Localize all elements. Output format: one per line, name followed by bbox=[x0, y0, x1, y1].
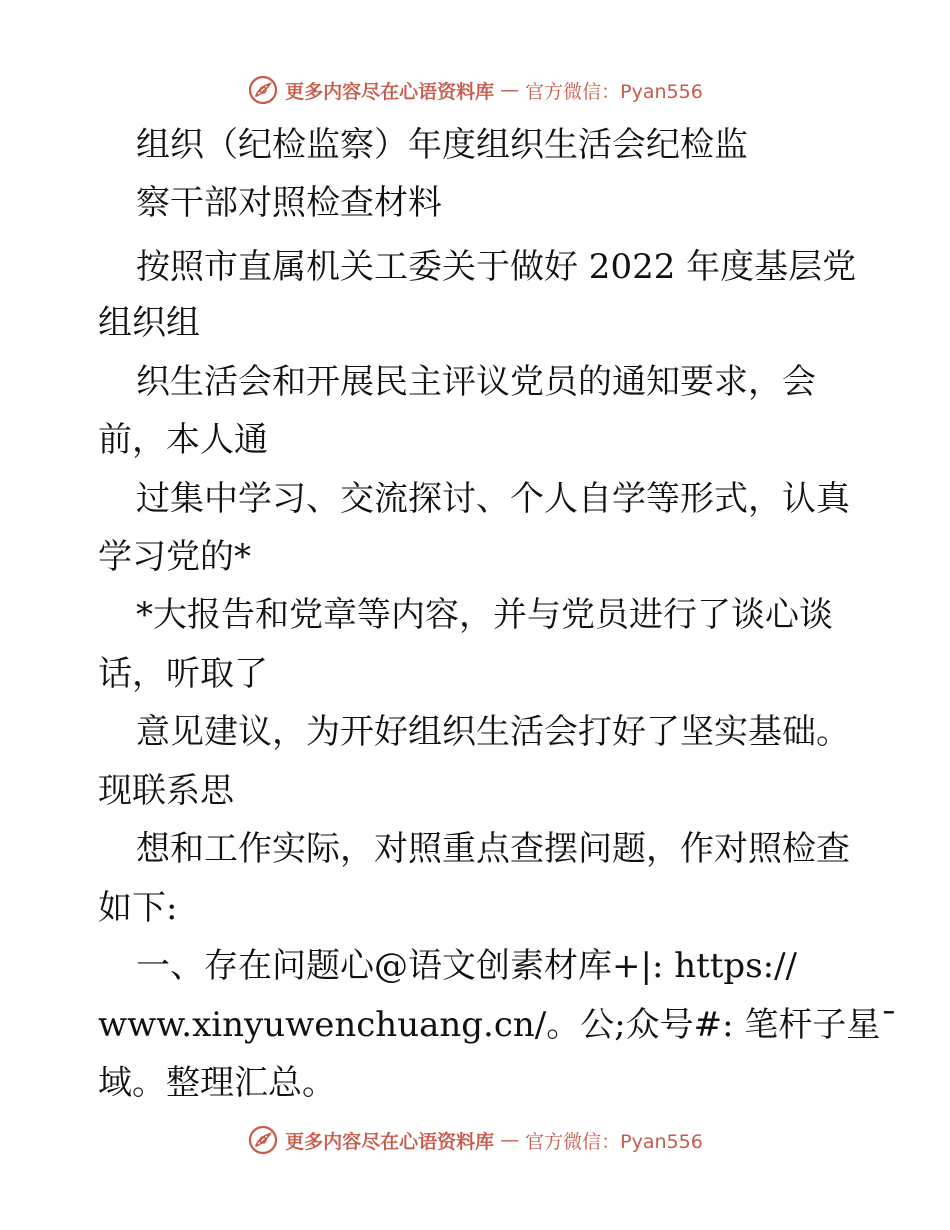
doc-line-15: 一、存在问题心@语文创素材库+|: https:// bbox=[136, 946, 798, 986]
doc-line-5: 织生活会和开展民主评议党员的通知要求，会 bbox=[136, 362, 816, 402]
doc-line-8: 学习党的* bbox=[98, 537, 251, 577]
doc-line-7: 过集中学习、交流探讨、个人自学等形式，认真 bbox=[136, 479, 850, 519]
doc-line-4: 组织组 bbox=[98, 303, 200, 343]
doc-line-1: 组织（纪检监察）年度组织生活会纪检监 bbox=[136, 125, 748, 165]
footer-brand bbox=[247, 1124, 703, 1156]
doc-line-9: *大报告和党章等内容，并与党员进行了谈心谈 bbox=[136, 595, 833, 635]
page-footer bbox=[0, 1120, 950, 1160]
header-brand bbox=[247, 74, 703, 106]
doc-line-3: 按照市直属机关工委关于做好 2022 年度基层党 bbox=[136, 247, 857, 287]
doc-line-13: 想和工作实际，对照重点查摆问题，作对照检查 bbox=[136, 829, 850, 869]
footer-brand-sub: 官方微信：Pyan556 bbox=[525, 1130, 703, 1153]
header-brand-separator: — bbox=[500, 79, 520, 101]
doc-line-10: 话，听取了 bbox=[98, 654, 268, 694]
doc-line-12: 现联系思 bbox=[98, 771, 234, 811]
doc-line-11: 意见建议，为开好组织生活会打好了坚实基础。 bbox=[136, 712, 850, 752]
brand-logo-icon bbox=[247, 74, 279, 106]
doc-line-16: www.xinyuwenchuang.cn/。公;众号#: 笔杆子星¯ bbox=[98, 1005, 898, 1045]
page-header bbox=[0, 70, 950, 110]
doc-line-2: 察干部对照检查材料 bbox=[136, 183, 442, 223]
brand-logo-icon bbox=[247, 1124, 279, 1156]
footer-brand-main: 更多内容尽在心语资料库 bbox=[285, 1130, 495, 1153]
doc-line-6: 前，本人通 bbox=[98, 420, 268, 460]
footer-brand-separator: — bbox=[500, 1129, 520, 1151]
header-brand-main: 更多内容尽在心语资料库 bbox=[285, 80, 495, 103]
doc-line-14: 如下: bbox=[98, 888, 178, 928]
header-brand-sub: 官方微信：Pyan556 bbox=[525, 80, 703, 103]
doc-line-17: 域。整理汇总。 bbox=[98, 1063, 336, 1103]
